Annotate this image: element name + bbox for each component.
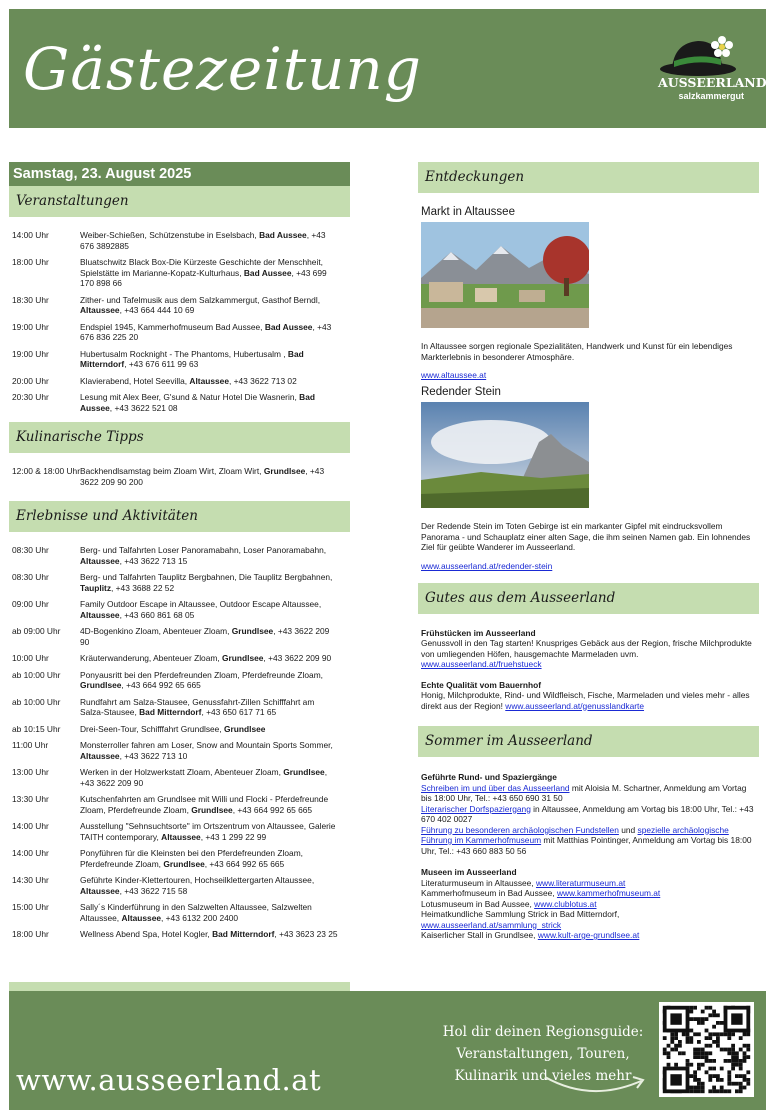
event-row	[12, 670, 350, 691]
event-place: Altaussee	[189, 375, 229, 386]
edelweiss-icon	[711, 36, 733, 57]
event-row	[12, 599, 350, 620]
event-place: Bad Aussee	[259, 230, 307, 240]
event-description: Endspiel 1945, Kammerhofmuseum Bad Aussee, Bad Aussee, +43 676 836 225 20	[80, 321, 332, 342]
museum-item: Kaiserlicher Stall in Grundlsee, www.kult-arge-grundlsee.at	[421, 930, 640, 940]
discovery-link[interactable]: www.ausseerland.at/redender-stein	[421, 560, 553, 571]
event-place: Grundlsee	[263, 466, 306, 476]
section-veranstaltungen: Veranstaltungen	[9, 186, 350, 217]
event-time: 18:00 Uhr	[12, 257, 49, 267]
event-description: Lesung mit Alex Beer, G'sund & Natur Hotel Die Wasnerin, Bad Aussee, +43 3622 521 08	[80, 392, 315, 413]
event-time: 14:00 Uhr	[12, 821, 49, 831]
event-time: 20:00 Uhr	[12, 375, 49, 386]
event-time: 14:00 Uhr	[12, 848, 49, 858]
event-row	[12, 230, 350, 251]
event-place: Altaussee	[80, 555, 120, 566]
events-list	[9, 217, 350, 422]
section-erlebnisse: Erlebnisse und Aktivitäten	[9, 501, 350, 532]
event-time: 18:00 Uhr	[12, 929, 49, 939]
event-row	[12, 794, 350, 815]
culinary-list	[9, 453, 350, 501]
event-time: 08:30 Uhr	[12, 572, 49, 582]
tours-title: Geführte Rund- und Spaziergänge	[421, 772, 557, 782]
left-bottom-strip	[9, 982, 350, 991]
event-description: Weiber-Schießen, Schützenstube in Eselsbach, Bad Aussee, +43 676 3892885	[80, 230, 326, 251]
museum-item: Kammerhofmuseum in Bad Aussee, www.kammerhofmuseum.at	[421, 888, 661, 898]
event-row	[12, 545, 350, 566]
event-description: Kutschenfahrten am Grundlsee mit Willi und Flocki - Pferdefreunde Zloam, Pferdefreunde Zloam, Grundlsee, +43 664 992 65 665	[80, 794, 329, 815]
tour-link[interactable]: spezielle archäologische Führung im Kammerhofmuseum	[421, 824, 729, 845]
event-time: ab 10:00 Uhr	[12, 669, 61, 680]
event-row	[12, 392, 350, 413]
activities-list	[9, 532, 350, 940]
event-description: Drei-Seen-Tour, Schifffahrt Grundlsee, Grundlsee	[80, 723, 266, 734]
event-description: Wellness Abend Spa, Hotel Kogler, Bad Mitterndorf, +43 3623 23 25	[80, 929, 338, 939]
event-row	[12, 626, 350, 647]
event-description: Ponyausritt bei den Pferdefreunden Zloam, Pferdefreunde Zloam, Grundlsee, +43 664 992 65 665	[80, 669, 324, 690]
event-place: Altaussee	[80, 609, 120, 620]
museum-link[interactable]: www.clublotus.at	[534, 898, 597, 909]
event-time: 12:00 & 18:00 Uhr	[12, 466, 80, 476]
event-description: Bluatschwitz Black Box-Die Kürzeste Geschichte der Menschheit, Spielstätte im Marianne-Kopatz-Kulturhaus, Bad Aussee, +43 699 170 898 66	[80, 257, 327, 288]
section-kulinarik: Kulinarische Tipps	[9, 422, 350, 453]
event-time: ab 09:00 Uhr	[12, 626, 61, 636]
event-description: Ponyführen für die Kleinsten bei den Pferdefreunden Zloam, Pferdefreunde Zloam, Grundlsee, +43 664 992 65 665	[80, 848, 304, 869]
product-link[interactable]: www.ausseerland.at/genusslandkarte	[505, 700, 645, 711]
event-row	[12, 572, 350, 593]
event-place: Grundlsee	[222, 653, 264, 663]
event-row	[12, 848, 350, 869]
event-time: 20:30 Uhr	[12, 392, 49, 402]
event-time: 10:00 Uhr	[12, 653, 49, 663]
event-time: 14:30 Uhr	[12, 875, 49, 885]
event-place: Grundlsee	[231, 626, 274, 636]
museum-link[interactable]: www.ausseerland.at/sammlung_strick	[421, 919, 562, 930]
event-place: Bad Mitterndorf	[139, 707, 202, 717]
product-title: Frühstücken im Ausseerland	[421, 627, 536, 638]
tour-link[interactable]: Führung zu besonderen archäologischen Fundstellen	[421, 824, 619, 835]
event-description: Werken in der Holzwerkstatt Zloam, Abenteuer Zloam, Grundlsee, +43 3622 209 90	[80, 767, 328, 788]
event-place: Bad Mitterndorf	[212, 929, 275, 939]
logo-brand-text: AUSSEERLAND	[658, 75, 767, 90]
event-time: 08:30 Uhr	[12, 545, 49, 555]
event-row	[12, 875, 350, 896]
regional-products	[418, 614, 759, 712]
arrow-icon	[541, 1069, 653, 1097]
event-description: Zither- und Tafelmusik aus dem Salzkammergut, Gasthof Berndl, Altaussee, +43 664 444 10 69	[80, 294, 321, 315]
event-time: 18:30 Uhr	[12, 294, 49, 305]
event-time: 11:00 Uhr	[12, 740, 49, 750]
event-place: Bad Aussee	[264, 321, 313, 332]
event-place: Altaussee	[80, 885, 120, 896]
event-row	[12, 257, 350, 289]
tour-link[interactable]: Literarischer Dorfspaziergang	[421, 803, 531, 814]
event-place: Grundlsee	[80, 680, 122, 690]
event-place: Grundlsee	[191, 804, 233, 815]
right-column	[418, 162, 759, 941]
event-row	[12, 376, 350, 387]
product-title: Echte Qualität vom Bauernhof	[421, 679, 542, 690]
tour-item: Literarischer Dorfspaziergang in Altaussee, Anmeldung am Vortag bis 18:00 Uhr, Tel.: +43 670 402 0027	[421, 803, 754, 824]
event-place: Bad Aussee	[243, 267, 292, 278]
footer-url[interactable]: www.ausseerland.at	[16, 1063, 322, 1097]
tour-item: Schreiben im und über das Ausseerland mit Aloisia M. Schartner, Anmeldung am Vortag bis 18:00 Uhr, Tel.: +43 650 690 31 50	[421, 782, 747, 803]
event-description: Family Outdoor Escape in Altaussee, Outdoor Escape Altaussee, Altaussee, +43 660 861 68 05	[80, 599, 322, 620]
mountain-photo	[421, 402, 589, 508]
event-description: Berg- und Talfahrten Tauplitz Bergbahnen, Die Tauplitz Bergbahnen, Tauplitz, +43 3688 22 52	[80, 572, 333, 593]
event-place: Altaussee	[121, 912, 162, 923]
event-place: Altaussee	[161, 831, 201, 842]
event-description: Rundfahrt am Salza-Stausee, Genussfahrt-Zillen Schifffahrt am Salza-Stausee, Bad Mitterndorf, +43 650 617 71 65	[80, 696, 315, 717]
event-description: Monsterroller fahren am Loser, Snow and Mountain Sports Sommer, Altaussee, +43 3622 713 10	[80, 740, 333, 761]
event-time: 09:00 Uhr	[12, 599, 49, 609]
event-time: 19:00 Uhr	[12, 348, 49, 359]
event-time: 15:00 Uhr	[12, 902, 49, 912]
market-photo	[421, 222, 589, 328]
tour-item: Führung zu besonderen archäologischen Fundstellen und spezielle archäologische Führung im Kammerhofmuseum mit Matthias Pointinger, Anmeldung am Vortag bis 18:00 Uhr, Tel.: +43 660 883 50 56	[421, 824, 752, 856]
logo-sub-text: salzkammergut	[678, 91, 744, 101]
museums-title: Museen im Ausseerland	[421, 867, 517, 877]
footer-banner	[9, 991, 766, 1110]
ausseerland-logo[interactable]	[658, 33, 767, 113]
event-place: Bad Mitterndorf	[80, 348, 304, 369]
museum-link[interactable]: www.kult-arge-grundlsee.at	[537, 930, 640, 940]
event-description: Sally´s Kinderführung in den Salzwelten Altaussee, Salzwelten Altaussee, Altaussee, +43 6132 200 2400	[80, 902, 312, 923]
event-time: ab 10:15 Uhr	[12, 723, 61, 734]
event-time: 19:00 Uhr	[12, 321, 49, 332]
event-time: 14:00 Uhr	[12, 230, 49, 240]
discovery-text: In Altaussee sorgen regionale Spezialitäten, Handwerk und Kunst für ein lebendiges Markterlebnis in besonderer Atmosphäre.	[421, 341, 733, 362]
summer-info	[418, 757, 759, 941]
museum-item: Heimatkundliche Sammlung Strick in Bad Mitterndorf, www.ausseerland.at/sammlung_strick	[421, 909, 620, 930]
event-row	[12, 821, 350, 842]
discovery-title: Redender Stein	[421, 386, 501, 398]
discovery-title: Markt in Altaussee	[421, 206, 515, 218]
event-row	[12, 724, 350, 735]
event-place: Tauplitz	[80, 582, 112, 593]
event-description: Hubertusalm Rocknight - The Phantoms, Hubertusalm , Bad Mitterndorf, +43 676 611 99 63	[80, 348, 304, 369]
event-time: 13:30 Uhr	[12, 794, 49, 804]
museum-link[interactable]: www.kammerhofmuseum.at	[556, 888, 661, 898]
date-bar: Samstag, 23. August 2025	[9, 162, 350, 186]
guide-line: Hol dir deinen Regionsguide:	[442, 1024, 644, 1040]
event-time: 13:00 Uhr	[12, 767, 49, 777]
event-description: 4D-Bogenkino Zloam, Abenteuer Zloam, Grundlsee, +43 3622 209 90	[80, 626, 330, 647]
left-column	[9, 162, 350, 946]
event-row	[12, 349, 350, 370]
event-description: Geführte Kinder-Klettertouren, Hochseilklettergarten Altaussee, Altaussee, +43 3622 715 58	[80, 875, 315, 896]
qr-code-icon[interactable]	[659, 1002, 754, 1097]
event-place: Bad Aussee	[80, 392, 315, 413]
museum-item: Literaturmuseum in Altaussee, www.literaturmuseum.at	[421, 877, 626, 888]
discovery-link[interactable]: www.altaussee.at	[421, 370, 487, 380]
event-row	[12, 767, 350, 788]
event-row	[12, 929, 350, 940]
event-row	[12, 697, 350, 718]
event-description: Klavierabend, Hotel Seevilla, Altaussee, +43 3622 713 02	[80, 375, 297, 386]
section-gutes: Gutes aus dem Ausseerland	[418, 583, 759, 614]
event-row	[12, 740, 350, 761]
museum-item: Lotusmuseum in Bad Aussee, www.clublotus.at	[421, 898, 597, 909]
guide-line: Veranstaltungen, Touren,	[456, 1046, 630, 1062]
product-text: Genussvoll in den Tag starten! Knuspriges Gebäck aus der Region, frische Milchprodukte von umliegenden Höfen, hausgemachte Marmeladen uvm.	[421, 638, 752, 659]
event-place: Grundlsee	[283, 767, 325, 777]
section-sommer: Sommer im Ausseerland	[418, 726, 759, 757]
product-text: Honig, Milchprodukte, Rind- und Wildfleisch, Fische, Marmeladen und vieles mehr - alles direkt aus der Region! www.ausseerland.at/genusslandkarte	[421, 690, 750, 711]
event-row	[12, 902, 350, 923]
event-row	[12, 653, 350, 664]
event-place: Grundlsee	[163, 858, 205, 869]
event-row	[12, 295, 350, 316]
event-time: ab 10:00 Uhr	[12, 696, 61, 707]
discoveries	[418, 206, 759, 571]
hat-icon	[658, 33, 744, 79]
page-title: Gästezeitung	[23, 35, 422, 103]
header-banner	[9, 9, 766, 128]
event-description: Backhendlsamstag beim Zloam Wirt, Zloam Wirt, Grundlsee, +43 3622 209 90 200	[80, 466, 325, 487]
event-place: Altaussee	[80, 305, 120, 315]
event-row	[12, 322, 350, 343]
event-description: Berg- und Talfahrten Loser Panoramabahn, Loser Panoramabahn, Altaussee, +43 3622 713 15	[80, 545, 327, 566]
museum-link[interactable]: www.literaturmuseum.at	[535, 877, 626, 888]
section-entdeckungen: Entdeckungen	[418, 162, 759, 193]
event-place: Grundlsee	[224, 723, 266, 734]
event-place: Altaussee	[80, 750, 120, 761]
guide-line: Kulinarik und vieles mehr	[454, 1068, 632, 1084]
product-link[interactable]: www.ausseerland.at/fruehstueck	[421, 659, 542, 669]
event-description: Ausstellung "Sehnsuchtsorte" im Ortszentrum von Altaussee, Galerie TAITH contemporary, Altaussee, +43 1 299 22 99	[80, 821, 336, 842]
discovery-text: Der Redende Stein im Toten Gebirge ist ein markanter Gipfel mit eindrucksvollem Panorama - und Schauplatz einer alten Sage, die ihm seinen Namen gab. Ein lohnendes Ziel für geübte Wanderer im Ausseerland.	[421, 521, 751, 552]
tour-link[interactable]: Schreiben im und über das Ausseerland	[421, 782, 570, 793]
event-row	[12, 466, 350, 487]
event-description: Kräuterwanderung, Abenteuer Zloam, Grundlsee, +43 3622 209 90	[80, 653, 332, 663]
